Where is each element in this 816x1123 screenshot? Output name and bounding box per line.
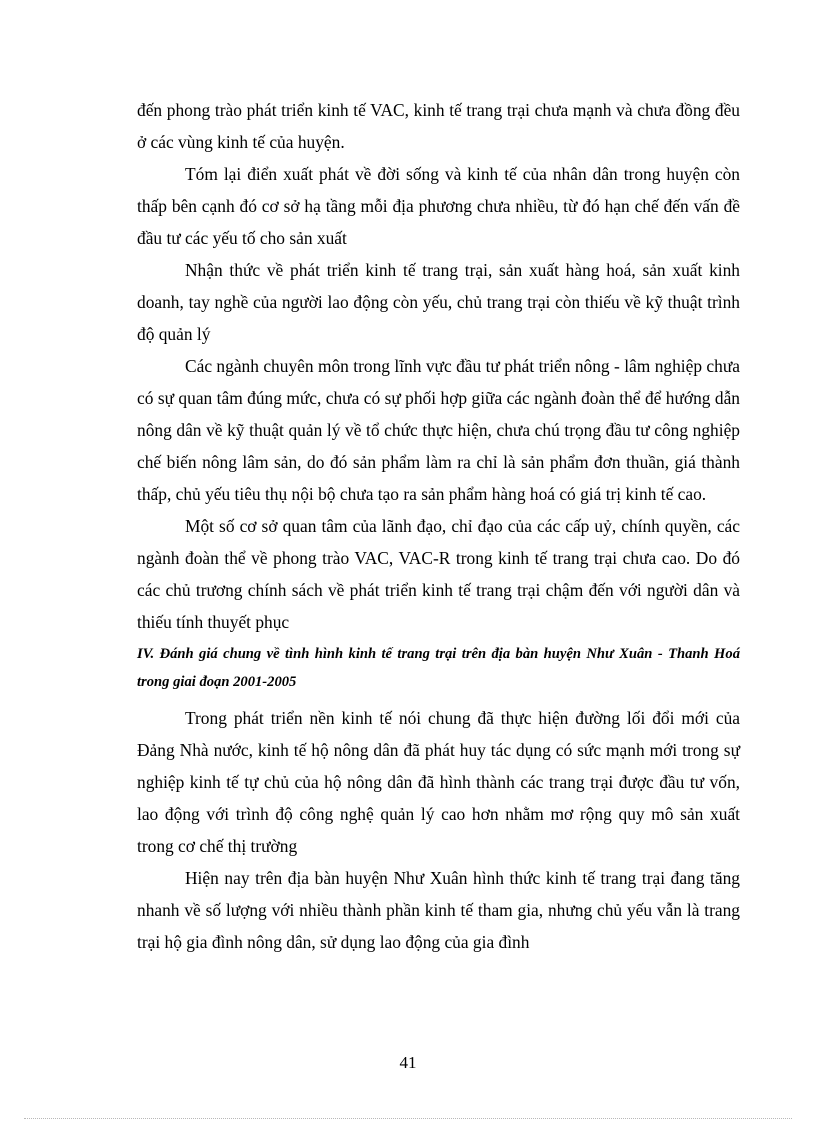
- body-paragraph-2: Tóm lại điển xuất phát về đời sống và kinh tế của nhân dân trong huyện còn thấp bên cạnh đó cơ sở hạ tầng mỗi địa phương chưa nhiều, từ đó hạn chế đến vấn đề đầu tư các yếu tố cho sản xuất: [137, 164, 740, 248]
- body-paragraph-7: Hiện nay trên địa bàn huyện Như Xuân hình thức kinh tế trang trại đang tăng nhanh về số lượng với nhiều thành phần kinh tế tham gia, nhưng chủ yếu vẫn là trang trại hộ gia đình nông dân, sử dụng lao động của gia đình: [137, 868, 740, 952]
- body-paragraph-1: đến phong trào phát triển kinh tế VAC, kinh tế trang trại chưa mạnh và chưa đồng đều ở các vùng kinh tế của huyện.: [137, 100, 740, 152]
- page-number: 41: [399, 1053, 417, 1072]
- body-paragraph-4: Các ngành chuyên môn trong lĩnh vực đầu tư phát triển nông - lâm nghiệp chưa có sự quan tâm đúng mức, chưa có sự phối hợp giữa các ngành đoàn thể để hướng dẫn nông dân về kỹ thuật quản lý về tổ chức thực hiện, chưa chú trọng đầu tư công nghiệp chế biến nông lâm sản, do đó sản phẩm làm ra chỉ là sản phẩm đơn thuần, giá thành thấp, chủ yếu tiêu thụ nội bộ chưa tạo ra sản phẩm hàng hoá có giá trị kinh tế cao.: [137, 356, 740, 504]
- page-bottom-divider: [24, 1118, 792, 1119]
- body-paragraph-3: Nhận thức về phát triển kinh tế trang trại, sản xuất hàng hoá, sản xuất kinh doanh, tay nghề của người lao động còn yếu, chủ trang trại còn thiếu về kỹ thuật trình độ quản lý: [137, 260, 740, 344]
- body-paragraph-6: Trong phát triển nền kinh tế nói chung đã thực hiện đường lối đổi mới của Đảng Nhà nước, kinh tế hộ nông dân đã phát huy tác dụng có sức mạnh mới trong sự nghiệp kinh tế tự chủ của hộ nông dân đã hình thành các trang trại được đầu tư vốn, lao động với trình độ công nghệ quản lý cao hơn nhằm mơ rộng quy mô sản xuất trong cơ chế thị trường: [137, 708, 740, 856]
- section-heading: IV. Đánh giá chung về tình hình kinh tế trang trại trên địa bàn huyện Như Xuân - Thanh Hoá trong giai đoạn 2001-2005: [137, 646, 740, 690]
- body-paragraph-5: Một số cơ sở quan tâm của lãnh đạo, chỉ đạo của các cấp uỷ, chính quyền, các ngành đoàn thể về phong trào VAC, VAC-R trong kinh tế trang trại chưa cao. Do đó các chủ trương chính sách về phát triển kinh tế trang trại chậm đến với người dân và thiếu tính thuyết phục: [137, 516, 740, 632]
- page-body: [137, 94, 740, 958]
